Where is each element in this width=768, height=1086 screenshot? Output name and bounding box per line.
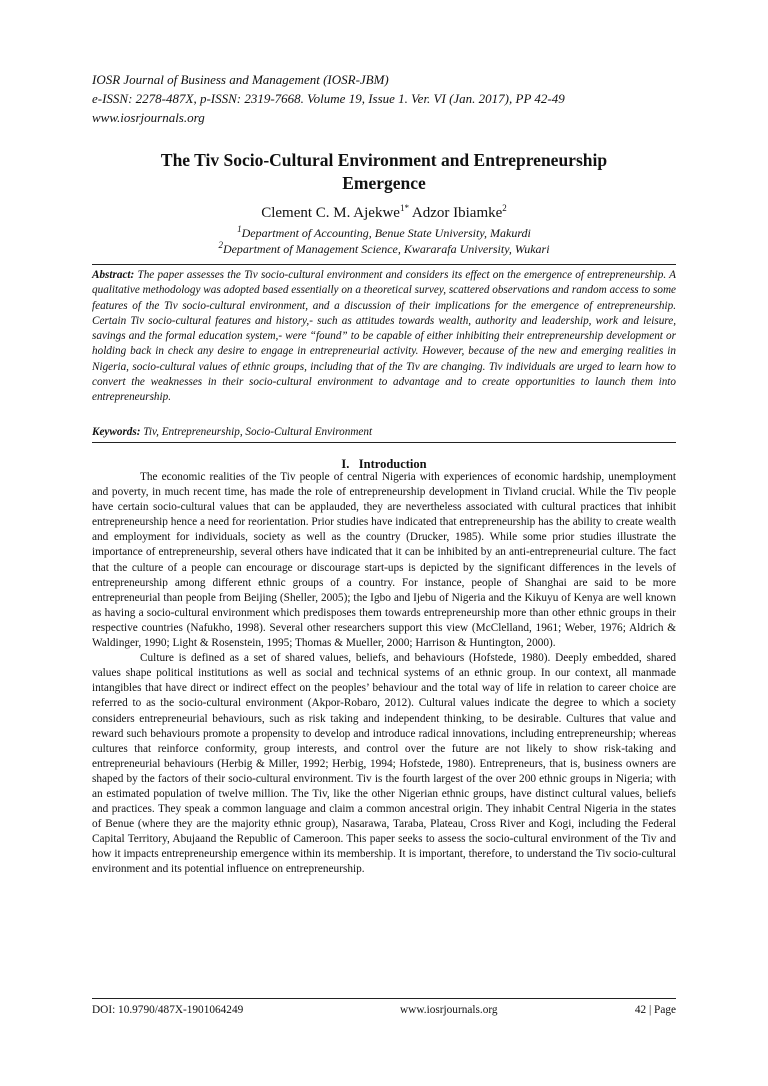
abstract-top-rule bbox=[92, 264, 676, 265]
author-list bbox=[92, 203, 676, 223]
keywords-label: Keywords: bbox=[92, 426, 141, 438]
journal-website[interactable]: www.iosrjournals.org bbox=[92, 110, 205, 125]
affiliation-1-superscript: 1 bbox=[237, 224, 242, 234]
abstract-block bbox=[92, 268, 676, 406]
author-1-name: Clement C. M. Ajekwe bbox=[261, 205, 400, 221]
section-title: Introduction bbox=[358, 457, 427, 471]
journal-issn-volume: e-ISSN: 2278-487X, p-ISSN: 2319-7668. Volume 19, Issue 1. Ver. VI (Jan. 2017), PP 42-49 bbox=[92, 91, 565, 106]
keywords-line bbox=[92, 425, 676, 440]
journal-name: IOSR Journal of Business and Management (IOSR-JBM) bbox=[92, 72, 389, 87]
paper-title bbox=[92, 149, 676, 195]
footer-doi: DOI: 10.9790/487X-1901064249 bbox=[92, 1004, 244, 1016]
author-2-name: Adzor Ibiamke bbox=[411, 205, 503, 221]
affiliation-1-text: Department of Accounting, Benue State University, Makurdi bbox=[241, 226, 531, 240]
affiliation-1 bbox=[92, 225, 676, 241]
section-number: I. bbox=[341, 457, 350, 471]
abstract-bottom-rule bbox=[92, 442, 676, 443]
abstract-text: The paper assesses the Tiv socio-cultural environment and considers its effect on the emergence of entrepreneurship. A qualitative methodology was adopted based essentially on a theoretical survey, scattered observations and random access to some features of the Tiv socio-cultural environment, and a discussion of their implications for the emergence of entrepreneurship. Certain Tiv socio-cultural features and history,- such as attitudes towards wealth, authority and leadership, work and leisure, savings and the formal education system,- were “found” to be capable of either inhibiting their entrepreneurship development or holding back in check any desire to engage in entrepreneurial activity. However, because of the new and emerging realities in Nigeria, socio-cultural values of ethnic groups, including that of the Tiv are changing. Tiv individuals are urged to learn how to convert the weaknesses in their socio-cultural environment to advantage and to create opportunities to launch them into entrepreneurship. bbox=[92, 269, 677, 404]
affiliation-2-superscript: 2 bbox=[218, 240, 223, 250]
affiliation-2-text: Department of Management Science, Kwararafa University, Wukari bbox=[222, 242, 550, 256]
footer-rule bbox=[92, 998, 676, 999]
author-2-superscript: 2 bbox=[502, 203, 507, 213]
title-line-2: Emergence bbox=[342, 173, 426, 193]
journal-header bbox=[92, 70, 692, 127]
introduction-body bbox=[92, 470, 676, 878]
author-1-superscript: 1* bbox=[399, 203, 409, 213]
affiliation-2 bbox=[92, 241, 676, 257]
body-paragraph-2: Culture is defined as a set of shared values, beliefs, and behaviours (Hofstede, 1980). Deeply embedded, shared values shape political institutions as well as social and technical systems of an ethnic group. In our context, all manmade intangibles that have direct or indirect effect on the peoples’ behaviour and the total way of life in relation to career choice are referred to as the socio-cultural environment (Akpor-Robaro, 2012). Cultural values indicate the degree to which a society considers entrepreneurial behaviours, such as risk taking and independent thinking, to be desirable. Cultures that value and reward such behaviours promote a propensity to develop and introduce radical innovations, including entrepreneurship; whereas cultures that reinforce conformity, group interests, and control over the future are not likely to show risk-taking and entrepreneurial behaviours (Herbig & Miller, 1992; Herbig, 1994; Hofstede, 1980). Entrepreneurs, that is, business owners are shaped by the factors of their socio-cultural environment. Tiv is the fourth largest of the over 200 ethnic groups in Nigeria; with an estimated population of twelve million. The Tiv, like the other Nigerian ethnic groups, have distinct cultural values, beliefs and practices. They speak a common language and claim a common ancestral origin. They inhabit Central Nigeria in the states of Benue (where they are the majority ethnic group), Nasarawa, Taraba, Plateau, Cross River and Kogi, including the Federal Capital Territory, Abujaand the Republic of Cameroon. This paper seeks to assess the socio-cultural environment of the Tiv and how it impacts entrepreneurship emergence within its membership. It is important, therefore, to understand the Tiv socio-cultural environment and its potential influence on entrepreneurship. bbox=[92, 652, 676, 876]
body-paragraph-1: The economic realities of the Tiv people of central Nigeria with experiences of economic hardship, unemployment and poverty, in much recent time, has made the role of entrepreneurship development in Tivland crucial. While the Tiv people have certain socio-cultural values that can be applauded, they are nevertheless associated with cultural practices that inhibit entrepreneurship hence a need for reorientation. Prior studies have indicated that entrepreneurship has the ability to create wealth and employment for individuals, society as well as the country (Drucker, 1985). While some prior studies illustrate the importance of entrepreneurship, several others have indicated that it can be inhibited by an anti-entrepreneurial culture. The fact that the culture of a people can encourage or discourage start-ups is depicted by the significant differences in the levels of entrepreneurship among different ethnic groups of a country. For instance, people of Shanghai are said to be more entrepreneurial than people from Beijing (Sheller, 2005); the Igbo and Ijebu of Nigeria and the Kikuyu of Kenya are well known as having a socio-cultural environment which predisposes them towards entrepreneurship more than other ethnic groups in their respective countries (Nafukho, 1998). Several other researchers support this view (McClelland, 1961; Weber, 1976; Aldrich & Waldinger, 1990; Light & Rosenstein, 1995; Thomas & Mueller, 2000; Harrison & Huntington, 2000). bbox=[92, 471, 676, 650]
abstract-label: Abstract: bbox=[92, 269, 135, 281]
keywords-text: Tiv, Entrepreneurship, Socio-Cultural Environment bbox=[143, 426, 373, 438]
title-line-1: The Tiv Socio-Cultural Environment and Entrepreneurship bbox=[160, 150, 608, 170]
footer-website[interactable]: www.iosrjournals.org bbox=[400, 1004, 498, 1016]
footer-page-number: 42 | Page bbox=[634, 1004, 676, 1016]
